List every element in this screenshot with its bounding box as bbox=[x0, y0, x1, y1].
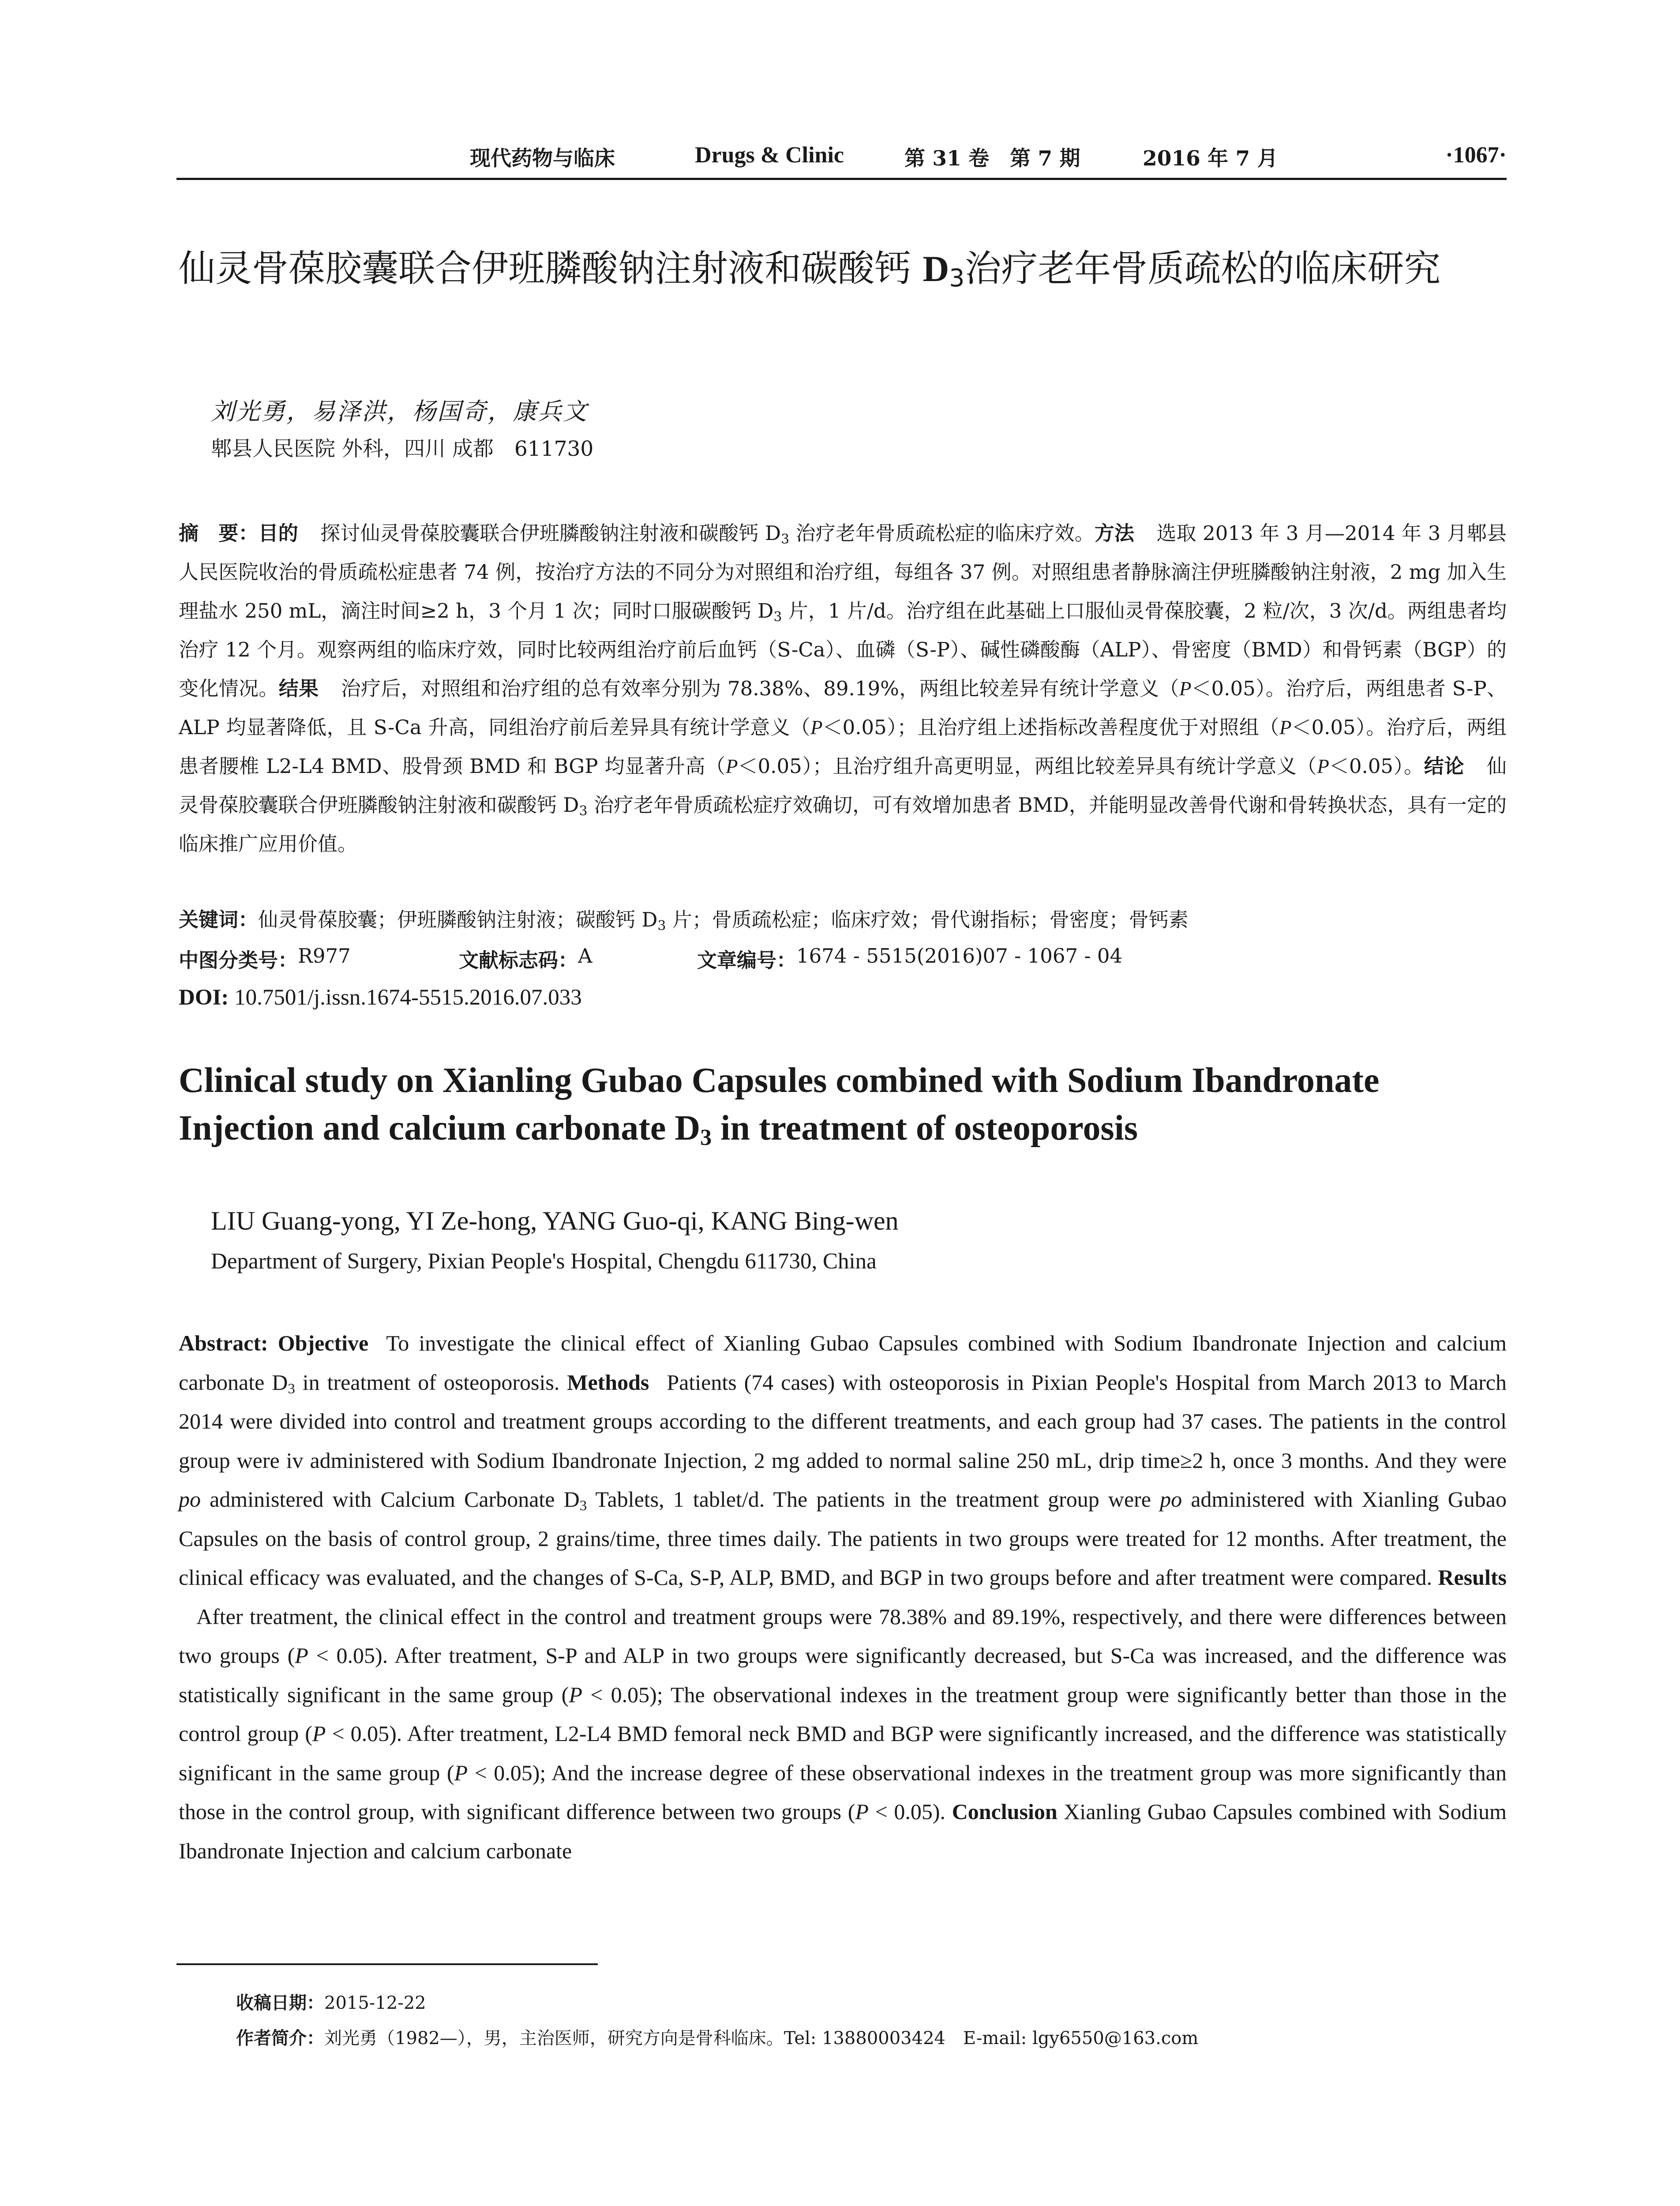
authors-en: LIU Guang-yong, YI Ze-hong, YANG Guo-qi, KANG Bing-wen bbox=[211, 1206, 899, 1235]
header-volume-issue: 第 31 卷 第 7 期 bbox=[904, 146, 1080, 171]
header-journal-en: Drugs & Clinic bbox=[695, 143, 844, 168]
objective-cn-b: 治疗老年骨质疏松症的临床疗效。 bbox=[789, 521, 1095, 545]
conclusion-cn-a: 仙灵骨葆胶囊联合伊班膦酸钠注射液和碳酸钙 D bbox=[179, 754, 1507, 817]
abstract-en-label: Abstract: Objective bbox=[179, 1331, 369, 1355]
doc-code-label: 文献标志码： bbox=[459, 949, 578, 972]
p-symbol: P bbox=[855, 1799, 869, 1824]
objective-en-sub: 3 bbox=[288, 1381, 295, 1397]
article-number bbox=[697, 944, 1123, 973]
methods-en-a: Patients (74 cases) with osteoporosis in Pixian People's Hospital from March 2013 to March 2014 were divided into control and treatment groups according to the different treatments, and each group had 37 cases. The patients in the control group were iv administered with Sodium Ibandronate Injection, 2 mg added to normal saline 250 mL, drip time≥2 h, once 3 months. And they were bbox=[179, 1369, 1507, 1473]
p-symbol: P bbox=[1279, 717, 1292, 739]
methods-en-d: administered with Xianling Gubao Capsules on the basis of control group, 2 grains/time, three times daily. The patients in two groups were treated for 12 months. After treatment, the clinical efficacy was evaluated, and the changes of S-Ca, S-P, ALP, BMD, and BGP in two groups before and after treatment were compared. bbox=[179, 1487, 1507, 1590]
document-code bbox=[459, 944, 592, 973]
author-bio-value: 刘光勇（1982—），男，主治医师，研究方向是骨科临床。Tel: 13880003424 E-mail: lgy6550@163.com bbox=[324, 2028, 1199, 2048]
p-symbol: P bbox=[312, 1721, 326, 1746]
clc-value: R977 bbox=[298, 944, 351, 968]
results-label-en: Results bbox=[1438, 1565, 1507, 1590]
p-symbol: P bbox=[1179, 678, 1192, 700]
objective-label-cn: 目的 bbox=[258, 521, 298, 545]
keywords-sub: 3 bbox=[657, 918, 666, 934]
doi-line bbox=[179, 985, 582, 1010]
author-bio-label: 作者简介： bbox=[236, 2028, 324, 2048]
clc-label: 中图分类号： bbox=[179, 949, 298, 972]
author-bio bbox=[236, 2024, 1198, 2049]
results-label-cn: 结果 bbox=[278, 677, 319, 700]
results-cn-f: ＜0.05）。 bbox=[1329, 754, 1424, 778]
article-number-value: 1674 - 5515(2016)07 - 1067 - 04 bbox=[796, 944, 1123, 968]
doc-code-value: A bbox=[578, 944, 592, 968]
keywords-text-b: 片；骨质疏松症；临床疗效；骨代谢指标；骨密度；骨钙素 bbox=[666, 908, 1189, 931]
methods-label-cn: 方法 bbox=[1094, 521, 1135, 545]
methods-cn-b: 片，1 片/d。治疗组在此基础上口服仙灵骨葆胶囊，2 粒/次，3 次/d。两组患者均治疗 12 个月。观察两组的临床疗效，同时比较两组治疗前后血钙（S-Ca）、血磷（S-P）、碱性磷酸酶（ALP）、骨密度（BMD）和骨钙素（BGP）的变化情况。 bbox=[179, 599, 1507, 700]
doi-label: DOI: bbox=[179, 985, 229, 1010]
results-cn-e: ＜0.05）；且治疗组升高更明显，两组比较差异具有统计学意义（ bbox=[738, 754, 1317, 778]
results-cn-c: ＜0.05）；且治疗组上述指标改善程度优于对照组（ bbox=[822, 716, 1279, 739]
header-page-number: ·1067· bbox=[1445, 143, 1507, 168]
article-title-cn bbox=[179, 242, 1511, 296]
keywords-label: 关键词： bbox=[179, 908, 259, 931]
header-date: 2016 年 7 月 bbox=[1143, 146, 1278, 171]
objective-en-b: in treatment of osteoporosis. bbox=[295, 1369, 567, 1395]
conclusion-cn-sub: 3 bbox=[579, 803, 588, 819]
article-title-en bbox=[179, 1057, 1511, 1152]
title-cn-subscript: 3 bbox=[949, 264, 965, 292]
title-en-part2: in treatment of osteoporosis bbox=[712, 1109, 1138, 1148]
methods-en-b: administered with Calcium Carbonate D bbox=[201, 1487, 580, 1512]
p-symbol: P bbox=[295, 1643, 308, 1668]
po-term: po bbox=[1160, 1487, 1182, 1512]
results-en-f: < 0.05). bbox=[868, 1799, 952, 1824]
abstract-en bbox=[179, 1324, 1507, 1870]
p-symbol: P bbox=[1317, 755, 1329, 777]
results-en-c: < 0.05); The observational indexes in the treatment group were significantly better than those in the control group ( bbox=[179, 1682, 1507, 1746]
title-en-subscript: 3 bbox=[700, 1125, 712, 1150]
methods-label-en: Methods bbox=[567, 1369, 649, 1395]
affiliation-en: Department of Surgery, Pixian People's Hospital, Chengdu 611730, China bbox=[211, 1249, 877, 1274]
objective-cn-a: 探讨仙灵骨葆胶囊联合伊班膦酸钠注射液和碳酸钙 D bbox=[320, 521, 781, 545]
methods-en-c: Tablets, 1 tablet/d. The patients in the treatment group were bbox=[587, 1487, 1160, 1512]
header-journal-cn: 现代药物与临床 bbox=[470, 146, 615, 171]
keywords-text-a: 仙灵骨葆胶囊；伊班膦酸钠注射液；碳酸钙 D bbox=[258, 908, 658, 931]
authors-cn: 刘光勇，易泽洪，杨国奇，康兵文 bbox=[211, 398, 588, 425]
article-number-label: 文章编号： bbox=[697, 949, 797, 972]
results-cn-b: ＜0.05）。治疗后，两组患者 S-P、ALP 均显著降低，且 S-Ca 升高，同组治疗前后差异具有统计学意义（ bbox=[179, 677, 1507, 739]
results-cn-a: 治疗后，对照组和治疗组的总有效率分别为 78.38%、89.19%，两组比较差异有统计学意义（ bbox=[341, 677, 1180, 700]
abstract-cn-label: 摘 要： bbox=[179, 521, 259, 545]
objective-cn-sub: 3 bbox=[781, 532, 790, 547]
conclusion-cn-b: 治疗老年骨质疏松症疗效确切，可有效增加患者 BMD，并能明显改善骨代谢和骨转换状态，具有一定的临床推广应用价值。 bbox=[179, 793, 1507, 855]
results-en-b: < 0.05). After treatment, S-P and ALP in two groups were significantly decreased, but S-Ca was increased, and the difference was statistically significant in the same group ( bbox=[179, 1643, 1507, 1707]
p-symbol: P bbox=[726, 755, 738, 777]
clc-code bbox=[179, 944, 351, 973]
running-header bbox=[176, 140, 1507, 180]
results-cn-d: ＜0.05）。治疗后，两组患者腰椎 L2-L4 BMD、股骨颈 BMD 和 BGP 均显著升高（ bbox=[179, 716, 1507, 778]
received-label: 收稿日期： bbox=[236, 1993, 324, 2013]
conclusion-en-a: Xianling Gubao Capsules combined with Sodium Ibandronate Injection and calcium carbonate bbox=[179, 1799, 1507, 1863]
methods-cn-a: 选取 2013 年 3 月—2014 年 3 月郫县人民医院收治的骨质疏松症患者 74 例，按治疗方法的不同分为对照组和治疗组，每组各 37 例。对照组患者静脉滴注伊班膦酸钠注射液，2 mg 加入生理盐水 250 mL，滴注时间≥2 h，3 个月 1 次；同时口服碳酸钙 D bbox=[179, 521, 1507, 623]
header-divider bbox=[176, 178, 1507, 180]
keywords-cn bbox=[179, 904, 1189, 932]
abstract-cn bbox=[179, 514, 1507, 863]
title-cn-part1: 仙灵骨葆胶囊联合伊班膦酸钠注射液和碳酸钙 bbox=[179, 247, 923, 290]
conclusion-label-en: Conclusion bbox=[952, 1799, 1058, 1824]
results-en-e: < 0.05); And the increase degree of these observational indexes in the treatment group was more significantly than those in the control group, with significant difference between two groups ( bbox=[179, 1760, 1507, 1824]
title-cn-d: D bbox=[922, 248, 949, 289]
affiliation-cn: 郫县人民医院 外科，四川 成都 611730 bbox=[211, 437, 594, 461]
doi-value[interactable]: 10.7501/j.issn.1674-5515.2016.07.033 bbox=[229, 985, 582, 1010]
po-term: po bbox=[179, 1487, 201, 1512]
methods-cn-sub: 3 bbox=[773, 609, 782, 625]
objective-en-a: To investigate the clinical effect of Xianling Gubao Capsules combined with Sodium Ibandronate Injection and calcium carbonate D bbox=[179, 1331, 1507, 1395]
title-cn-part2: 治疗老年骨质疏松的临床研究 bbox=[964, 247, 1441, 290]
p-symbol: P bbox=[569, 1682, 582, 1707]
p-symbol: P bbox=[454, 1760, 468, 1785]
title-en-part1: Clinical study on Xianling Gubao Capsules combined with Sodium Ibandronate Injection and calcium carbonate D bbox=[179, 1061, 1380, 1148]
p-symbol: P bbox=[810, 717, 823, 739]
footnote-divider bbox=[176, 1963, 598, 1965]
received-date bbox=[236, 1989, 426, 2014]
conclusion-label-cn: 结论 bbox=[1424, 754, 1465, 778]
methods-en-sub: 3 bbox=[579, 1498, 587, 1514]
results-en-d: < 0.05). After treatment, L2-L4 BMD femoral neck BMD and BGP were significantly increased, and the difference was statistically significant in the same group ( bbox=[179, 1721, 1507, 1785]
results-en-a: After treatment, the clinical effect in the control and treatment groups were 78.38% and 89.19%, respectively, and there were differences between two groups ( bbox=[179, 1604, 1507, 1668]
received-value: 2015-12-22 bbox=[324, 1993, 426, 2013]
